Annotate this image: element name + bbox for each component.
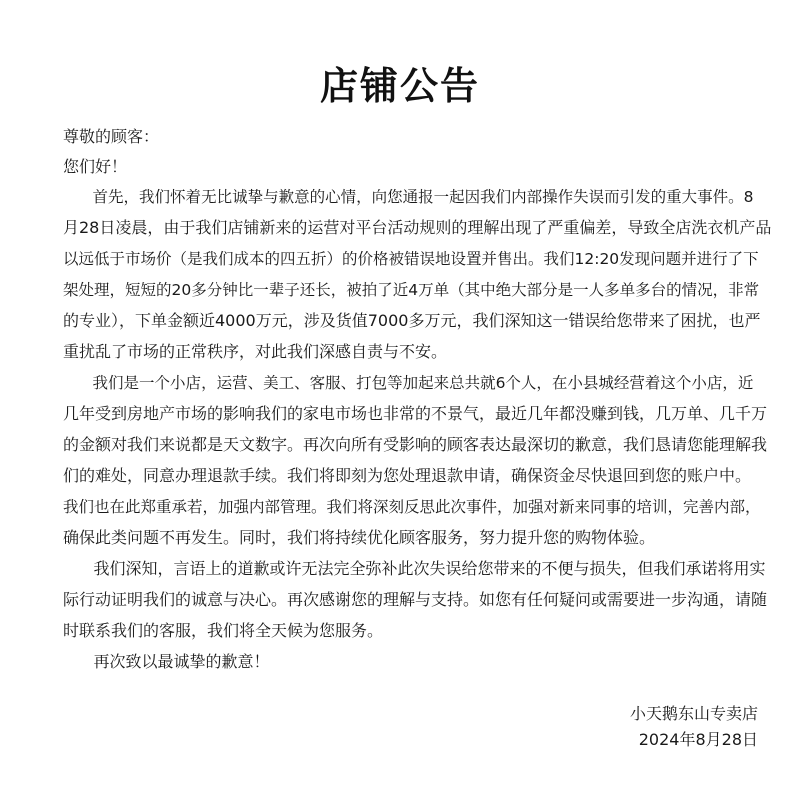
paragraph-2-line-4: 们的难处，同意办理退款手续。我们将即刻为您处理退款申请，确保资金尽快退回到您的账户中。 [63,466,752,485]
paragraph-1-line-2: 月28日凌晨，由于我们店铺新来的运营对平台活动规则的理解出现了严重偏差，导致全店洗衣机产品 [63,218,772,237]
signature-date: 2024年8月28日 [638,730,758,749]
paragraph-1-line-3: 以远低于市场价（是我们成本的四五折）的价格被错误地设置并售出。我们12:20发现问题并进行了下 [63,250,759,268]
paragraph-2-line-6: 确保此类问题不再发生。同时，我们将持续优化顾客服务，努力提升您的购物体验。 [63,528,656,547]
paragraph-1-line-1: 首先，我们怀着无比诚挚与歉意的心情，向您通报一起因我们内部操作失误而引发的重大事件。8 [63,188,754,206]
paragraph-1-line-6: 重扰乱了市场的正常秩序，对此我们深感自责与不安。 [63,342,448,361]
salutation: 尊敬的顾客： [63,127,160,146]
paragraph-1-line-4: 架处理，短短的20多分钟比一辈子还长，被拍了近4万单（其中绝大部分是一人多单多台的情况，非常 [63,281,760,299]
paragraph-3-line-2: 际行动证明我们的诚意与决心。再次感谢您的理解与支持。如您有任何疑问或需要进一步沟通，请随 [63,590,768,609]
paragraph-2-line-5: 我们也在此郑重承若，加强内部管理。我们将深刻反思此次事件，加强对新来同事的培训，完善内部， [63,498,761,516]
greeting: 您们好！ [63,157,128,176]
signature-store-name: 小天鹅东山专卖店 [629,704,758,723]
paragraph-2-line-1: 我们是一个小店，运营、美工、客服、打包等加起来总共就6个人，在小县城经营着这个小店，近 [63,374,754,392]
paragraph-3-line-3: 时联系我们的客服，我们将全天候为您服务。 [63,621,384,640]
notice-title: 店铺公告 [319,64,480,108]
paragraph-3-line-1: 我们深知，言语上的道歉或许无法完全弥补此次失误给您带来的不便与损失，但我们承诺将用实 [63,559,766,578]
paragraph-2-line-3: 的金额对我们来说都是天文数字。再次向所有受影响的顾客表达最深切的歉意，我们恳请您能理解我 [63,435,768,454]
closing-line: 再次致以最诚挚的歉意！ [63,652,270,671]
paragraph-1-line-5: 的专业），下单金额近4000万元，涉及货值7000多万元，我们深知这一错误给您带来了困扰，也严 [63,311,761,330]
paragraph-2-line-2: 几年受到房地产市场的影响我们的家电市场也非常的不景气，最近几年都没赚到钱，几万单、几千万 [63,404,768,423]
